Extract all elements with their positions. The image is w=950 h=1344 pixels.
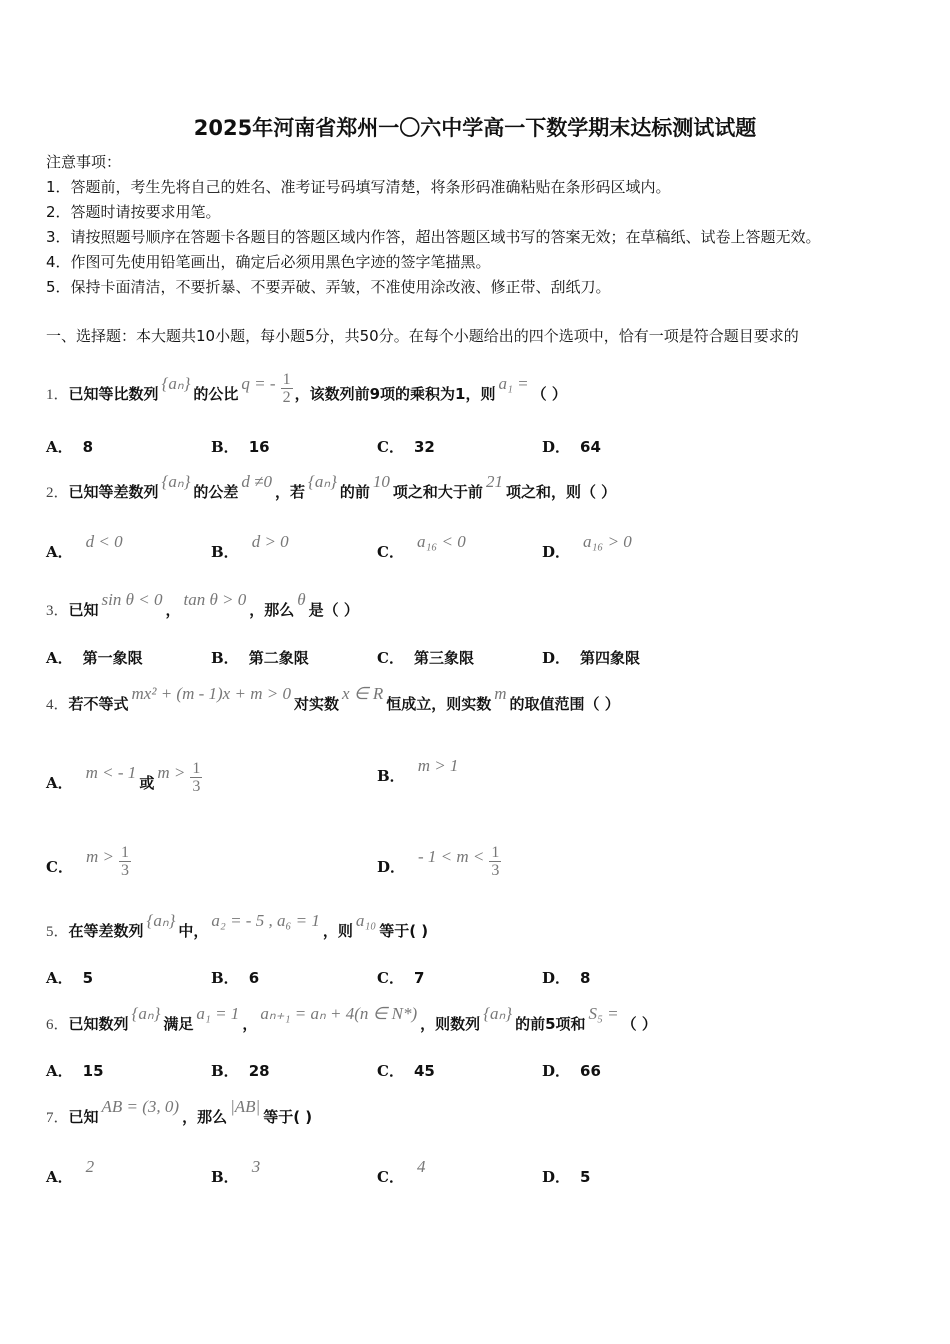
math-expression: x ∈ R: [341, 684, 384, 703]
math-expression: |AB|: [230, 1097, 261, 1116]
math-expression: m >: [85, 847, 114, 866]
option-label: C．: [377, 969, 404, 987]
option-label: B．: [211, 649, 239, 667]
option-label: A．: [46, 543, 73, 561]
math-expression: a₁₀: [355, 911, 377, 930]
notice-item: 4．作图可先使用铅笔画出，确定后必须用黑色字迹的签字笔描黑。: [46, 253, 491, 271]
answer-option: [211, 968, 259, 988]
math-expression: AB = (3, 0): [101, 1097, 180, 1116]
text: 等于( ): [263, 1108, 313, 1126]
math-expression: m: [494, 684, 507, 703]
option-label: B．: [211, 543, 239, 561]
math-expression: 2: [85, 1157, 95, 1176]
text: ，那么: [249, 601, 295, 619]
text: 项之和大于前: [392, 483, 483, 501]
question-number: 3．: [46, 603, 69, 619]
math-expression: q = -: [241, 374, 276, 393]
text: ，: [165, 601, 181, 619]
option-label: B．: [377, 767, 405, 785]
answer-option: [542, 968, 590, 988]
answer-option: [542, 1167, 590, 1187]
math-expression: d ≠0: [241, 472, 273, 491]
option-label: B．: [211, 1062, 239, 1080]
notice-item: 2．答题时请按要求用笔。: [46, 203, 221, 221]
option-label: C．: [377, 438, 404, 456]
page-title: 2025年河南省郑州一〇六中学高一下数学期末达标测试试题: [193, 116, 757, 140]
math-expression: m < - 1: [85, 763, 137, 782]
text: 8: [82, 438, 94, 456]
text: 15: [82, 1062, 104, 1080]
question-stem: [46, 472, 617, 503]
text: 第三象限: [413, 649, 474, 667]
option-label: B．: [211, 1168, 239, 1186]
question-stem: [46, 1004, 657, 1035]
option-label: C．: [377, 543, 404, 561]
text: 或: [139, 774, 155, 792]
question-number: 6．: [46, 1017, 69, 1033]
option-label: A．: [46, 774, 73, 792]
text: 恒成立，则实数: [386, 695, 492, 713]
question-number: 4．: [46, 697, 69, 713]
text: 的前: [339, 483, 370, 501]
option-label: D．: [542, 543, 571, 561]
math-expression: {aₙ}: [308, 472, 337, 491]
text: 的公比: [193, 385, 239, 403]
math-expression: 3: [251, 1157, 261, 1176]
option-label: C．: [377, 1062, 404, 1080]
math-expression: a₁ = 1: [196, 1004, 240, 1023]
fraction: $\frac{1}{3}$: [120, 844, 129, 879]
text: 7: [413, 969, 425, 987]
text: 8: [580, 969, 591, 987]
text: 第二象限: [248, 649, 309, 667]
text: 5: [580, 1168, 591, 1186]
notice-item: 3．请按照题号顺序在答题卡各题目的答题区域内作答，超出答题区域书写的答案无效；在草稿纸、试卷上答题无效。: [46, 228, 821, 246]
text: 对实数: [293, 695, 339, 713]
option-label: A．: [46, 1062, 73, 1080]
text: 若不等式: [68, 695, 129, 713]
text: 32: [413, 438, 435, 456]
option-label: A．: [46, 1168, 73, 1186]
answer-option: [377, 756, 461, 786]
math-expression: {aₙ}: [131, 1004, 161, 1023]
option-label: D．: [542, 649, 571, 667]
math-expression: a₂ = - 5 , a₆ = 1: [211, 911, 320, 930]
option-label: D．: [542, 438, 571, 456]
math-expression: S₅ =: [588, 1004, 619, 1023]
text: ，则: [322, 922, 353, 940]
text: 5: [82, 969, 94, 987]
text: 等于( ): [379, 922, 429, 940]
option-label: B．: [211, 969, 239, 987]
text: 的前5项和: [515, 1015, 586, 1033]
answer-option: [377, 648, 474, 668]
notice-item: 1．答题前，考生先将自己的姓名、准考证号码填写清楚，将条形码准确粘贴在条形码区域内。: [46, 178, 671, 196]
option-label: B．: [211, 438, 239, 456]
question-stem: [46, 590, 359, 621]
option-label: A．: [46, 969, 73, 987]
answer-option: [377, 844, 503, 885]
question-stem: [46, 1097, 313, 1128]
math-expression: mx² + (m - 1)x + m > 0: [131, 684, 291, 703]
answer-option: [542, 1061, 601, 1081]
answer-option: [377, 437, 435, 457]
answer-option: [211, 1157, 263, 1187]
answer-option: [211, 532, 292, 562]
question-number: 2．: [46, 485, 69, 501]
answer-option: [46, 1061, 104, 1081]
text: ，该数列前9项的乘积为1，则: [294, 385, 496, 403]
math-expression: sin θ < 0: [101, 590, 163, 609]
answer-option: [46, 760, 204, 801]
answer-option: [46, 844, 133, 885]
option-label: D．: [542, 1062, 571, 1080]
option-label: C．: [377, 649, 404, 667]
question-stem: [46, 684, 620, 715]
option-label: D．: [542, 969, 571, 987]
text: 已知等比数列: [68, 385, 159, 403]
text: 已知数列: [68, 1015, 129, 1033]
question-stem: [46, 911, 429, 942]
answer-option: [46, 532, 126, 562]
option-label: A．: [46, 438, 73, 456]
answer-option: [211, 648, 309, 668]
option-label: C．: [377, 1168, 404, 1186]
text: 第四象限: [580, 649, 641, 667]
text: 6: [248, 969, 260, 987]
math-expression: a₁₆ < 0: [416, 532, 466, 551]
math-expression: {aₙ}: [483, 1004, 513, 1023]
option-label: C．: [46, 858, 73, 876]
answer-option: [377, 968, 424, 988]
answer-option: [377, 532, 469, 562]
text: 满足: [163, 1015, 194, 1033]
answer-option: [46, 1157, 97, 1187]
fraction: $\frac{1}{3}$: [192, 760, 201, 795]
math-expression: - 1 < m <: [418, 847, 485, 866]
math-expression: {aₙ}: [146, 911, 176, 930]
option-label: D．: [377, 858, 406, 876]
text: 第一象限: [82, 649, 143, 667]
text: 项之和，则（ ）: [505, 483, 617, 501]
answer-option: [377, 1061, 435, 1081]
question-stem: [46, 371, 567, 412]
text: ，那么: [182, 1108, 228, 1126]
math-expression: d < 0: [85, 532, 123, 551]
text: 66: [580, 1062, 601, 1080]
math-expression: 4: [416, 1157, 426, 1176]
text: ，: [242, 1015, 258, 1033]
text: （ ）: [621, 1015, 657, 1033]
option-label: D．: [542, 1168, 571, 1186]
answer-option: [46, 968, 93, 988]
question-number: 7．: [46, 1110, 69, 1126]
text: 16: [248, 438, 270, 456]
math-expression: {aₙ}: [161, 472, 191, 491]
text: 28: [248, 1062, 270, 1080]
option-label: A．: [46, 649, 73, 667]
text: 是（ ）: [308, 601, 359, 619]
math-expression: a₁₆ > 0: [583, 532, 632, 551]
math-expression: d > 0: [251, 532, 289, 551]
text: （ ）: [531, 385, 567, 403]
text: 已知: [68, 1108, 99, 1126]
text: ，则数列: [420, 1015, 481, 1033]
math-expression: tan θ > 0: [183, 590, 247, 609]
math-expression: aₙ₊₁ = aₙ + 4(n ∈ N*): [260, 1004, 418, 1023]
text: 已知: [68, 601, 99, 619]
answer-option: [211, 437, 270, 457]
text: 的取值范围（ ）: [509, 695, 620, 713]
notice-heading: 注意事项：: [46, 153, 122, 171]
answer-option: [46, 648, 143, 668]
math-expression: a₁ =: [498, 374, 529, 393]
question-number: 5．: [46, 924, 69, 940]
text: ，若: [275, 483, 306, 501]
answer-option: [542, 648, 640, 668]
answer-option: [377, 1157, 428, 1187]
text: 中，: [178, 922, 209, 940]
answer-option: [46, 437, 93, 457]
answer-option: [542, 532, 635, 562]
answer-option: [211, 1061, 270, 1081]
text: 45: [413, 1062, 435, 1080]
section-heading: 一、选择题：本大题共10小题，每小题5分，共50分。在每个小题给出的四个选项中，恰有一项是符合题目要求的: [46, 327, 799, 345]
text: 64: [580, 438, 601, 456]
math-expression: 21: [485, 472, 503, 491]
fraction: $\frac{1}{2}$: [282, 371, 291, 406]
text: 已知等差数列: [68, 483, 159, 501]
fraction: $\frac{1}{3}$: [491, 844, 500, 879]
math-expression: θ: [297, 590, 306, 609]
math-expression: {aₙ}: [161, 374, 191, 393]
math-expression: m >: [157, 763, 186, 782]
text: 在等差数列: [68, 922, 144, 940]
math-expression: m > 1: [417, 756, 459, 775]
question-number: 1．: [46, 387, 69, 403]
text: 的公差: [193, 483, 239, 501]
notice-item: 5．保持卡面清洁，不要折暴、不要弄破、弄皱，不准使用涂改液、修正带、刮纸刀。: [46, 278, 611, 296]
math-expression: 10: [372, 472, 390, 491]
answer-option: [542, 437, 601, 457]
